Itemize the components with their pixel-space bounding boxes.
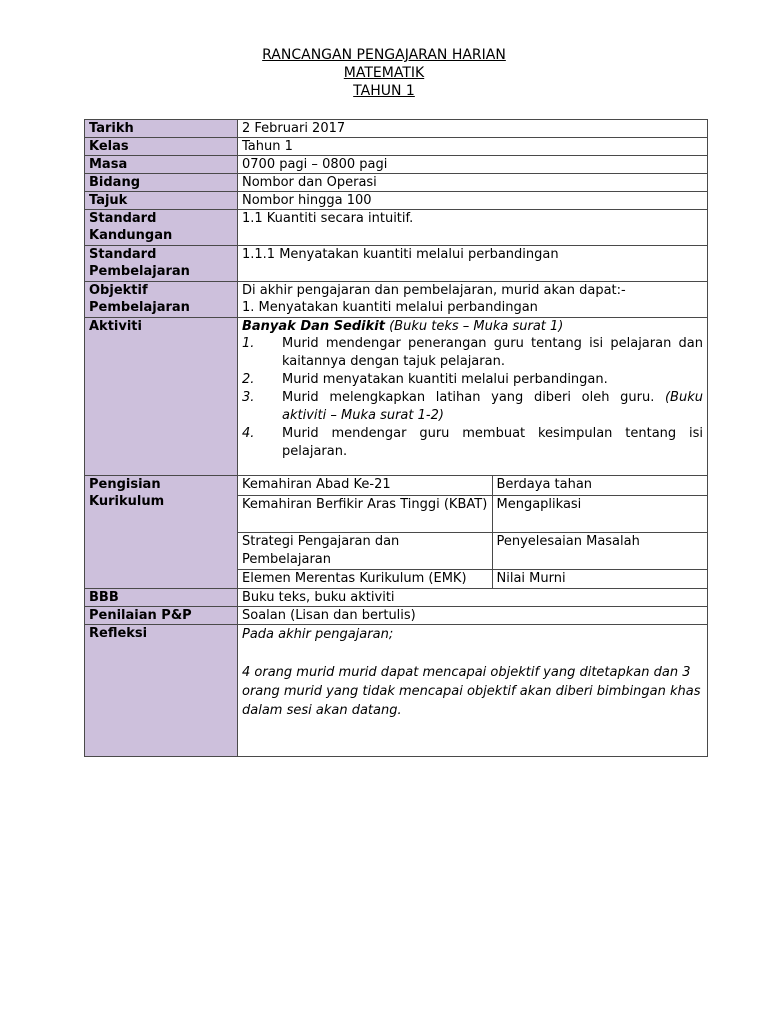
list-item <box>242 335 703 371</box>
document-title <box>0 46 768 100</box>
label-kelas: Kelas <box>85 138 238 156</box>
objektif-item-1: 1. Menyatakan kuantiti melalui perbandingan <box>242 300 538 315</box>
pengisian-key: Strategi Pengajaran dan Pembelajaran <box>238 532 492 569</box>
row-pengisian-kurikulum <box>85 476 708 589</box>
row-tajuk <box>85 192 708 210</box>
title-line-2: MATEMATIK <box>343 65 425 81</box>
value-masa: 0700 pagi – 0800 pagi <box>238 156 708 174</box>
value-bbb: Buku teks, buku aktiviti <box>238 589 708 607</box>
value-penilaian: Soalan (Lisan dan bertulis) <box>238 607 708 625</box>
value-standard-pembelajaran: 1.1.1 Menyatakan kuantiti melalui perbandingan <box>238 246 708 282</box>
row-standard-pembelajaran <box>85 246 708 282</box>
label-standard-pembelajaran: Standard Pembelajaran <box>85 246 238 282</box>
label-bidang: Bidang <box>85 174 238 192</box>
value-kelas: Tahun 1 <box>238 138 708 156</box>
pengisian-key: Kemahiran Berfikir Aras Tinggi (KBAT) <box>238 495 492 532</box>
value-pengisian-kurikulum <box>238 476 708 589</box>
lesson-plan-table <box>84 119 708 757</box>
aktiviti-title: Banyak Dan Sedikit <box>242 319 385 334</box>
refleksi-text: 4 orang murid murid dapat mencapai objektif yang ditetapkan dan 3 orang murid yang tidak mencapai objektif akan diberi bimbingan khas dalam sesi akan datang. <box>242 665 701 718</box>
aktiviti-list <box>242 335 703 461</box>
item-text: Murid mendengar penerangan guru tentang isi pelajaran dan kaitannya dengan tajuk pelajaran. <box>282 336 703 369</box>
table-row <box>238 495 708 532</box>
list-item <box>242 425 703 461</box>
objektif-intro: Di akhir pengajaran dan pembelajaran, murid akan dapat:- <box>242 283 626 298</box>
value-tarikh: 2 Februari 2017 <box>238 120 708 138</box>
row-bbb <box>85 589 708 607</box>
row-standard-kandungan <box>85 210 708 246</box>
pengisian-value: Mengaplikasi <box>492 495 708 532</box>
label-masa: Masa <box>85 156 238 174</box>
row-penilaian <box>85 607 708 625</box>
row-tarikh <box>85 120 708 138</box>
label-objektif: Objektif Pembelajaran <box>85 282 238 318</box>
value-tajuk: Nombor hingga 100 <box>238 192 708 210</box>
label-pengisian-kurikulum: Pengisian Kurikulum <box>85 476 238 589</box>
title-line-1: RANCANGAN PENGAJARAN HARIAN <box>262 47 506 63</box>
label-bbb: BBB <box>85 589 238 607</box>
aktiviti-title-ref: (Buku teks – Muka surat 1) <box>389 319 564 334</box>
row-kelas <box>85 138 708 156</box>
row-masa <box>85 156 708 174</box>
item-number: 3. <box>242 390 255 405</box>
list-item <box>242 389 703 425</box>
item-text: Murid melengkapkan latihan yang diberi oleh guru. <box>282 390 655 405</box>
row-refleksi <box>85 625 708 757</box>
pengisian-value: Nilai Murni <box>492 569 708 588</box>
label-tajuk: Tajuk <box>85 192 238 210</box>
item-text: Murid menyatakan kuantiti melalui perbandingan. <box>282 372 608 387</box>
value-standard-kandungan: 1.1 Kuantiti secara intuitif. <box>238 210 708 246</box>
aktiviti-heading <box>242 318 703 335</box>
table-row <box>238 569 708 588</box>
label-aktiviti: Aktiviti <box>85 318 238 476</box>
pengisian-value: Berdaya tahan <box>492 476 708 495</box>
item-number: 4. <box>242 426 255 441</box>
item-number: 1. <box>242 336 255 351</box>
label-refleksi: Refleksi <box>85 625 238 757</box>
item-text: Murid mendengar guru membuat kesimpulan tentang isi pelajaran. <box>282 426 703 459</box>
table-row <box>238 476 708 495</box>
row-bidang <box>85 174 708 192</box>
row-objektif <box>85 282 708 318</box>
row-aktiviti <box>85 318 708 476</box>
value-refleksi <box>238 625 708 757</box>
title-line-3: TAHUN 1 <box>353 83 415 99</box>
pengisian-value: Penyelesaian Masalah <box>492 532 708 569</box>
refleksi-intro: Pada akhir pengajaran; <box>242 627 394 642</box>
label-tarikh: Tarikh <box>85 120 238 138</box>
value-objektif <box>238 282 708 318</box>
item-ref: (Buku aktiviti – Muka surat 1-2) <box>282 390 703 423</box>
list-item <box>242 371 703 389</box>
pengisian-key: Elemen Merentas Kurikulum (EMK) <box>238 569 492 588</box>
label-penilaian: Penilaian P&P <box>85 607 238 625</box>
pengisian-key: Kemahiran Abad Ke-21 <box>238 476 492 495</box>
table-row <box>238 532 708 569</box>
label-standard-kandungan: Standard Kandungan <box>85 210 238 246</box>
pengisian-table <box>238 476 708 588</box>
value-bidang: Nombor dan Operasi <box>238 174 708 192</box>
value-aktiviti <box>238 318 708 476</box>
item-number: 2. <box>242 372 255 387</box>
